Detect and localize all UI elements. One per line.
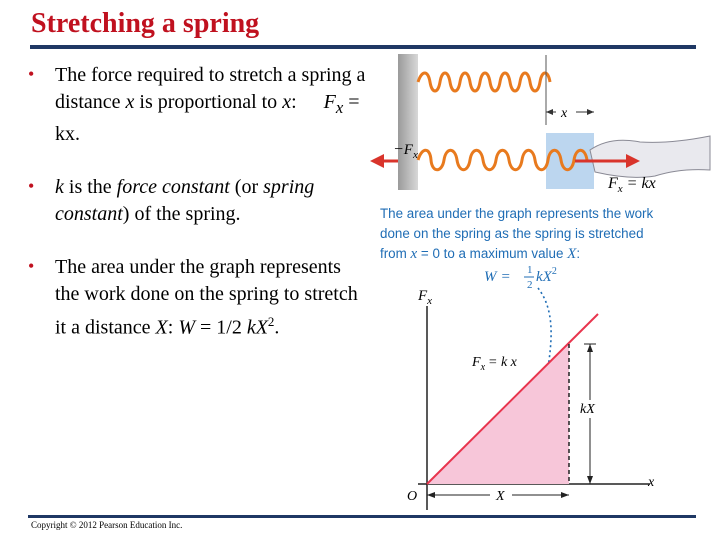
bullet-dot: •	[28, 176, 35, 196]
origin-label: O	[407, 489, 418, 504]
bullet-dot: •	[28, 256, 35, 276]
bullet-work-area: • The area under the graph represents the work done on the spring to stretch it a distance X: W = 1/2 $kX^2$.	[28, 254, 368, 342]
slide-title: Stretching a spring	[31, 8, 260, 39]
copyright-notice: Copyright © 2012 Pearson Education Inc.	[31, 520, 183, 530]
spring-relaxed	[418, 73, 550, 91]
X-label: X	[496, 489, 505, 504]
footer-divider	[28, 515, 696, 518]
wall	[398, 54, 418, 190]
applied-force-label: $F_x$ = kx	[608, 175, 656, 195]
work-formula: W =	[484, 269, 510, 285]
hand-icon	[590, 136, 710, 177]
figure-caption: The area under the graph represents the work done on the spring as the spring is stretched from x = 0 to a maximum value X:	[380, 206, 654, 262]
bullet-force-proportional: • The force required to stretch a spring a distance x is proportional to x: $F_x$ = kx.	[28, 62, 368, 148]
work-formula-denominator: 2	[527, 279, 533, 291]
work-formula-numerator: 1	[527, 264, 533, 276]
kX-label: kX	[580, 402, 595, 417]
work-formula-kX: $kX^2$	[536, 266, 557, 285]
graph-y-label: $F_x$	[418, 288, 433, 307]
bullet-dot: •	[28, 64, 35, 84]
graph-x-label: x	[648, 475, 655, 490]
bullet-force-constant: • k is the force constant (or spring constant) of the spring.	[28, 174, 368, 228]
graph-line-label: $F_x = k$ x	[472, 355, 517, 373]
x-distance-label: x	[561, 106, 568, 121]
pointer-arrow	[538, 288, 551, 368]
reaction-force-label: $-F_x$	[393, 141, 418, 161]
